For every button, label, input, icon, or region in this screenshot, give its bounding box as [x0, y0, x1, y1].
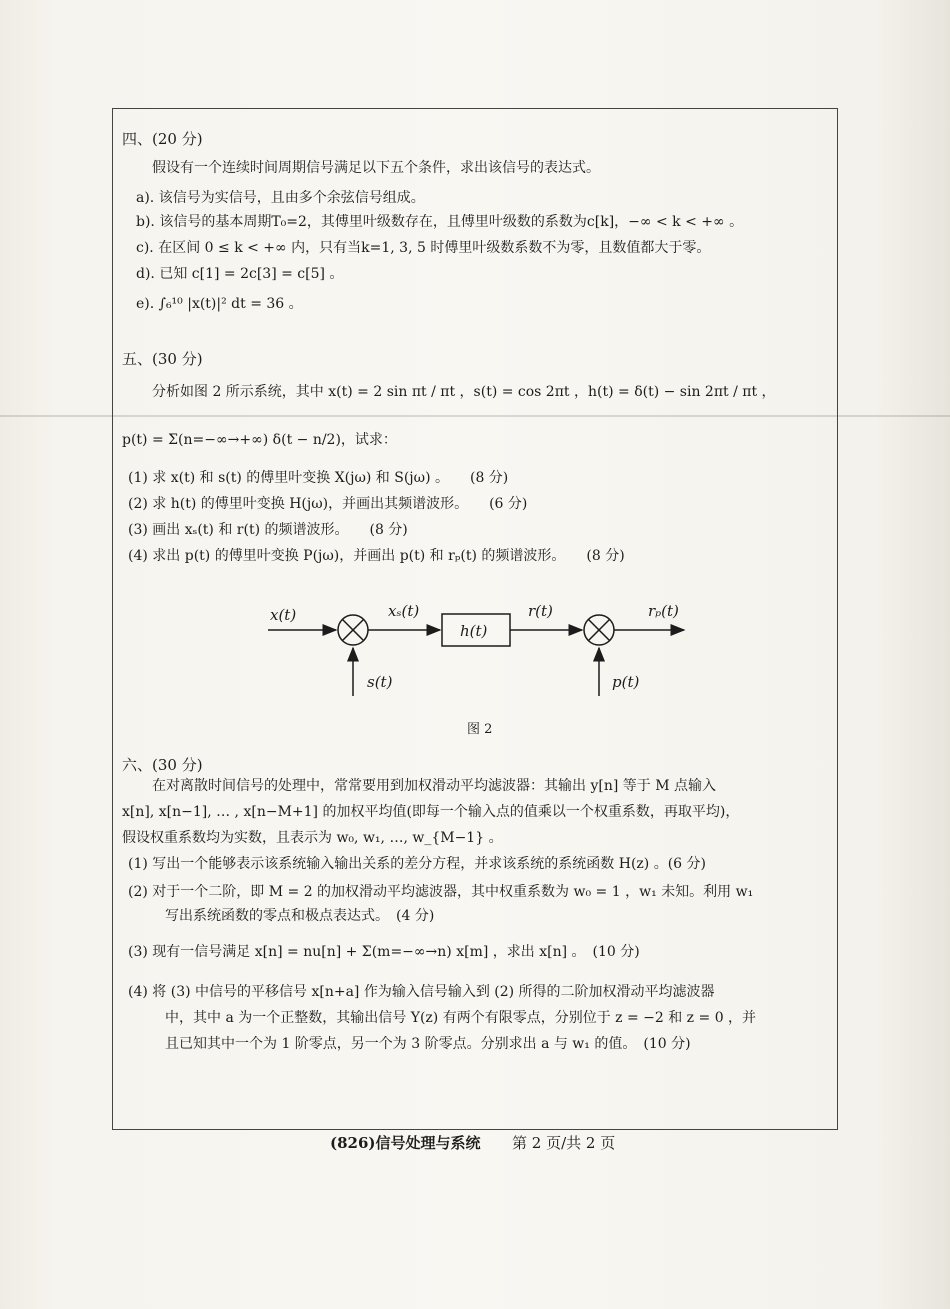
system-block-diagram: [260, 590, 700, 710]
footer-page-number: 第 2 页/共 2 页: [512, 1134, 616, 1152]
section-6-question-1: (1) 写出一个能够表示该系统输入输出关系的差分方程，并求该系统的系统函数 H(z) 。(6 分): [128, 856, 706, 872]
section-6-intro-1: 在对离散时间信号的处理中，常常要用到加权滑动平均滤波器：其输出 y[n] 等于 M 点输入: [152, 778, 716, 794]
section-6-intro-3: 假设权重系数均为实数，且表示为 w₀, w₁, …, w_{M−1} 。: [122, 830, 503, 846]
section-6-question-2b: 写出系统函数的零点和极点表达式。 (4 分): [165, 908, 435, 924]
section-6-question-2a: (2) 对于一个二阶，即 M = 2 的加权滑动平均滤波器，其中权重系数为 w₀ = 1 ，w₁ 未知。利用 w₁: [128, 884, 754, 900]
section-4-item-e: e). ∫₆¹⁰ |x(t)|² dt = 36 。: [136, 296, 303, 312]
section-5-question-3: (3) 画出 xₛ(t) 和 r(t) 的频谱波形。 (8 分): [128, 522, 408, 538]
footer-course: (826)信号处理与系统: [330, 1134, 481, 1152]
section-4-title: 四、(20 分): [122, 130, 203, 148]
label-h: h(t): [460, 622, 488, 640]
section-4-item-d: d). 已知 c[1] = 2c[3] = c[5] 。: [136, 266, 344, 282]
label-xs: xₛ(t): [388, 602, 420, 620]
section-5-question-4: (4) 求出 p(t) 的傅里叶变换 P(jω)，并画出 p(t) 和 rₚ(t) 的频谱波形。 (8 分): [128, 548, 625, 564]
multiplier-1-icon: [338, 615, 368, 645]
section-6-question-3: (3) 现有一信号满足 x[n] = nu[n] + Σ(m=−∞→n) x[m] ，求出 x[n] 。 (10 分): [128, 944, 640, 960]
section-4-item-b: b). 该信号的基本周期T₀=2，其傅里叶级数存在，且傅里叶级数的系数为c[k]，−∞ < k < +∞ 。: [136, 214, 744, 230]
section-5-question-2: (2) 求 h(t) 的傅里叶变换 H(jω)，并画出其频谱波形。 (6 分): [128, 496, 528, 512]
section-5-title: 五、(30 分): [122, 350, 203, 368]
section-4-item-c: c). 在区间 0 ≤ k < +∞ 内，只有当k=1, 3, 5 时傅里叶级数系数不为零，且数值都大于零。: [136, 240, 711, 256]
label-x: x(t): [270, 606, 297, 624]
figure-caption: 图 2: [467, 722, 493, 737]
label-rp: rₚ(t): [648, 602, 679, 620]
section-6-title: 六、(30 分): [122, 756, 203, 774]
section-5-question-1: (1) 求 x(t) 和 s(t) 的傅里叶变换 X(jω) 和 S(jω) 。 (8 分): [128, 470, 509, 486]
multiplier-2-icon: [584, 615, 614, 645]
section-6-question-4b: 中，其中 a 为一个正整数，其输出信号 Y(z) 有两个有限零点，分别位于 z = −2 和 z = 0 ，并: [165, 1010, 757, 1026]
section-5-p-definition: p(t) = Σ(n=−∞→+∞) δ(t − n/2)，试求：: [122, 432, 397, 448]
section-4-intro: 假设有一个连续时间周期信号满足以下五个条件，求出该信号的表达式。: [152, 160, 600, 176]
label-p: p(t): [612, 673, 640, 691]
section-6-intro-2: x[n], x[n−1], … , x[n−M+1] 的加权平均值(即每一个输入点的值乘以一个权重系数，再取平均)，: [122, 804, 740, 820]
label-s: s(t): [367, 673, 393, 691]
section-6-question-4c: 且已知其中一个为 1 阶零点，另一个为 3 阶零点。分别求出 a 与 w₁ 的值。 (10 分): [165, 1036, 691, 1052]
section-5-intro: 分析如图 2 所示系统，其中 x(t) = 2 sin πt / πt ，s(t) = cos 2πt ，h(t) = δ(t) − sin 2πt / πt ，: [152, 384, 776, 400]
section-4-item-a: a). 该信号为实信号，且由多个余弦信号组成。: [136, 190, 425, 206]
section-6-question-4a: (4) 将 (3) 中信号的平移信号 x[n+a] 作为输入信号输入到 (2) 所得的二阶加权滑动平均滤波器: [128, 984, 715, 1000]
label-r: r(t): [528, 602, 553, 620]
